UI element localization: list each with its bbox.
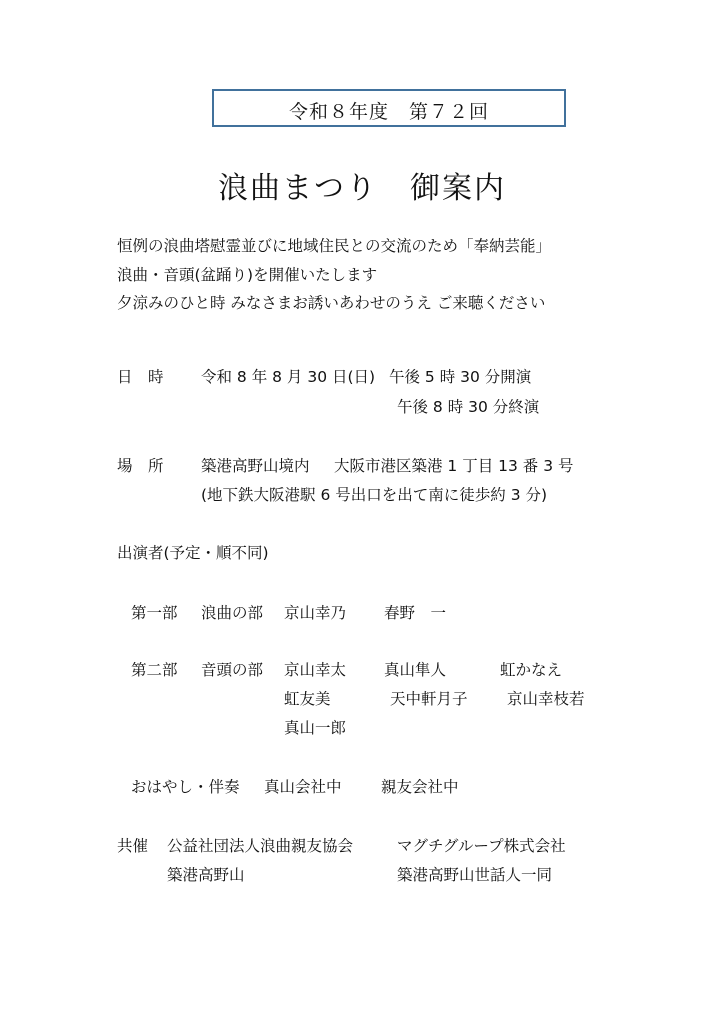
part1-label: 第一部 (131, 604, 178, 622)
sponsor-name: 公益社団法人浪曲親友協会 (167, 837, 354, 855)
part1-genre: 浪曲の部 (201, 604, 264, 622)
performer-name: 京山幸太 (284, 661, 347, 679)
part2-label: 第二部 (131, 661, 178, 679)
sponsor-name: 築港高野山 (167, 866, 245, 884)
performer-name: 真山隼人 (384, 661, 447, 679)
header-box (212, 89, 566, 127)
performer-name: 京山幸乃 (284, 604, 347, 622)
intro-line-3: 夕涼みのひと時 みなさまお誘いあわせのうえ ご来聴ください (117, 294, 546, 312)
performer-name: 真山一郎 (284, 719, 347, 737)
intro-line-1: 恒例の浪曲塔慰霊並びに地域住民との交流のため「奉納芸能」 (117, 237, 552, 255)
datetime-label: 日 時 (117, 368, 164, 386)
datetime-end: 午後 8 時 30 分終演 (397, 398, 540, 416)
performer-name: 虹友美 (284, 690, 331, 708)
part2-genre: 音頭の部 (201, 661, 264, 679)
venue-label: 場 所 (117, 457, 164, 475)
datetime-start: 午後 5 時 30 分開演 (389, 368, 532, 386)
performers-heading: 出演者(予定・順不同) (117, 544, 269, 562)
accompaniment-name: 親友会社中 (381, 778, 459, 796)
accompaniment-label: おはやし・伴奏 (131, 778, 240, 796)
datetime-date: 令和 8 年 8 月 30 日(日) (201, 368, 376, 386)
performer-name: 春野 一 (384, 604, 447, 622)
venue-access: (地下鉄大阪港駅 6 号出口を出て南に徒歩約 3 分) (201, 486, 548, 504)
page-title: 浪曲まつり 御案内 (218, 171, 506, 206)
accompaniment-name: 真山会社中 (264, 778, 342, 796)
intro-line-2: 浪曲・音頭(盆踊り)を開催いたします (117, 266, 378, 284)
performer-name: 京山幸枝若 (507, 690, 585, 708)
venue-address: 大阪市港区築港 1 丁目 13 番 3 号 (334, 457, 574, 475)
sponsor-name: 築港高野山世話人一同 (397, 866, 553, 884)
sponsors-label: 共催 (117, 837, 149, 855)
performer-name: 天中軒月子 (390, 690, 468, 708)
sponsor-name: マグチグループ株式会社 (397, 837, 566, 855)
performer-name: 虹かなえ (500, 661, 563, 679)
header-text: 令和８年度 第７２回 (288, 101, 489, 123)
venue-place: 築港高野山境内 (201, 457, 310, 475)
